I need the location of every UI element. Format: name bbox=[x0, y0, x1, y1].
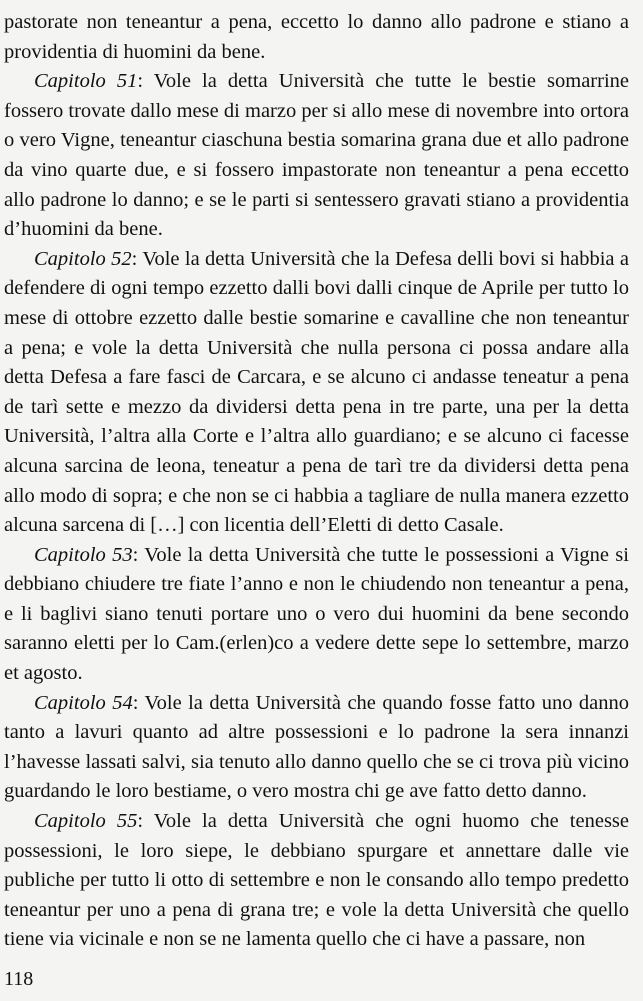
chapter-heading: Capitolo 54 bbox=[34, 691, 133, 714]
paragraph-text: : Vole la detta Università che quando fosse fatto uno danno tanto a lavuri quanto ad altre possessioni e lo padrone la sera innanzi l’havesse lassati salvi, sia tenuto allo danno quello che se ci trova più vicino guardando le loro bestiame, o vero mostra chi ge ave fatto detto danno. bbox=[4, 691, 629, 803]
paragraph-continuation bbox=[4, 8, 629, 67]
paragraph-capitolo-54 bbox=[4, 689, 629, 807]
chapter-heading: Capitolo 55 bbox=[34, 810, 138, 833]
page-number: 118 bbox=[4, 968, 34, 990]
paragraph-text: : Vole la detta Università che tutte le bestie somarrine fossero trovate dallo mese di marzo per si allo mese di novembre into ortora o vero Vigne, teneantur ciaschuna bestia somarina grana due et allo padrone da vino quarte due, e si fossero impastorate non teneantur a pena eccetto allo padrone lo danno; e se le parti si sentessero gravati stiano a providentia d’huomini da bene. bbox=[4, 70, 629, 241]
paragraph-capitolo-55 bbox=[4, 807, 629, 955]
chapter-heading: Capitolo 51 bbox=[34, 70, 138, 93]
paragraph-capitolo-53 bbox=[4, 541, 629, 689]
paragraph-text: : Vole la detta Università che ogni huomo che tenesse possessioni, le loro siepe, le debbiano spurgare et annettare dalle vie publiche per tutto li otto di settembre e non le consando allo tempo predetto teneantur per uno a pena di grana tre; e vole la detta Università che quello tiene via vicinale e non se ne lamenta quello che ci have a passare, non bbox=[4, 810, 630, 951]
chapter-heading: Capitolo 53 bbox=[34, 543, 133, 566]
paragraph-text: : Vole la detta Università che la Defesa delli bovi si habbia a defendere di ogni tempo ezzetto dalli bovi dalli cinque de Aprile per tutto lo mese di ottobre ezzetto dalle bestie somarine e cavalline che non teneantur a pena; e vole la detta Università che nulla persona ci possa andare alla detta Defesa a fare fasci de Carcara, e se alcuno ci andasse teneatur a pena de tarì sette e mezzo da dividersi detta pena in tre parte, una per la detta Università, l’altra alla Corte e l’altra allo guardiano; e se alcuno ci facesse alcuna sarcina de leona, teneatur a pena de tarì tre da dividersi detta pena allo modo di sopra; e che non se ci habbia a tagliare de nulla manera ezzetto alcuna sarcena di […] con licentia dell’Eletti di detto Casale. bbox=[4, 247, 629, 537]
paragraph-text: : Vole la detta Università che tutte le possessioni a Vigne si debbiano chiudere tre fiate l’anno e non le chiudendo non teneantur a pena, e li baglivi siano tenuti portare uno o vero dui huomini da bene secondo saranno eletti per lo Cam.(erlen)co a vedere dette sepe lo settembre, marzo et agosto. bbox=[4, 543, 629, 685]
paragraph-capitolo-52 bbox=[4, 245, 629, 541]
chapter-heading: Capitolo 52 bbox=[34, 247, 132, 270]
body-text bbox=[4, 8, 629, 955]
paragraph-capitolo-51 bbox=[4, 67, 629, 245]
paragraph-text: pastorate non teneantur a pena, eccetto lo danno allo padrone e stiano a providentia di huomini da bene. bbox=[4, 11, 629, 63]
